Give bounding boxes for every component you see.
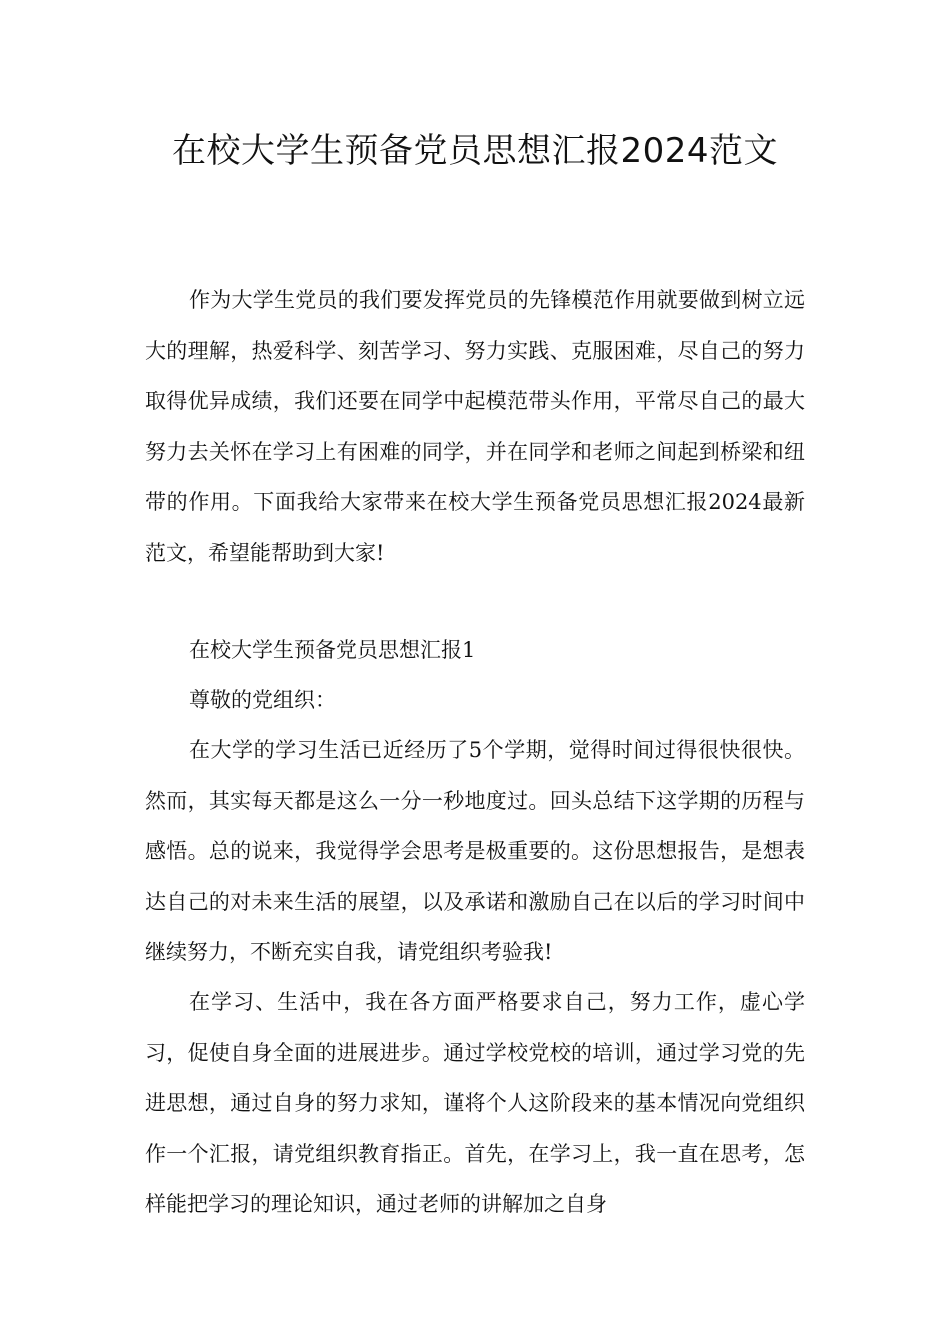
salutation: 尊敬的党组织： <box>189 688 336 712</box>
section-heading: 在校大学生预备党员思想汇报1 <box>189 638 476 662</box>
document-title: 在校大学生预备党员思想汇报2024范文 <box>171 131 779 171</box>
body-paragraph: 在学习、生活中，我在各方面严格要求自己，努力工作，虚心学习，促使自身全面的进展进步。通过学校党校的培训，通过学习党的先进思想，通过自身的努力求知，谨将个人这阶段来的基本情况向党组织作一个汇报，请党组织教育指正。首先，在学习上，我一直在思考，怎样能把学习的理论知识，通过老师的讲解加之自身 <box>145 990 805 1216</box>
intro-paragraph: 作为大学生党员的我们要发挥党员的先锋模范作用就要做到树立远大的理解，热爱科学、刻苦学习、努力实践、克服困难，尽自己的努力取得优异成绩，我们还要在同学中起模范带头作用，平常尽自己的最大努力去关怀在学习上有困难的同学，并在同学和老师之间起到桥梁和纽带的作用。下面我给大家带来在校大学生预备党员思想汇报2024最新范文，希望能帮助到大家! <box>145 288 805 565</box>
body-paragraph: 在大学的学习生活已近经历了5个学期，觉得时间过得很快很快。然而，其实每天都是这么一分一秒地度过。回头总结下这学期的历程与感悟。总的说来，我觉得学会思考是极重要的。这份思想报告，是想表达自己的对未来生活的展望，以及承诺和激励自己在以后的学习时间中继续努力，不断充实自我，请党组织考验我! <box>145 738 805 964</box>
